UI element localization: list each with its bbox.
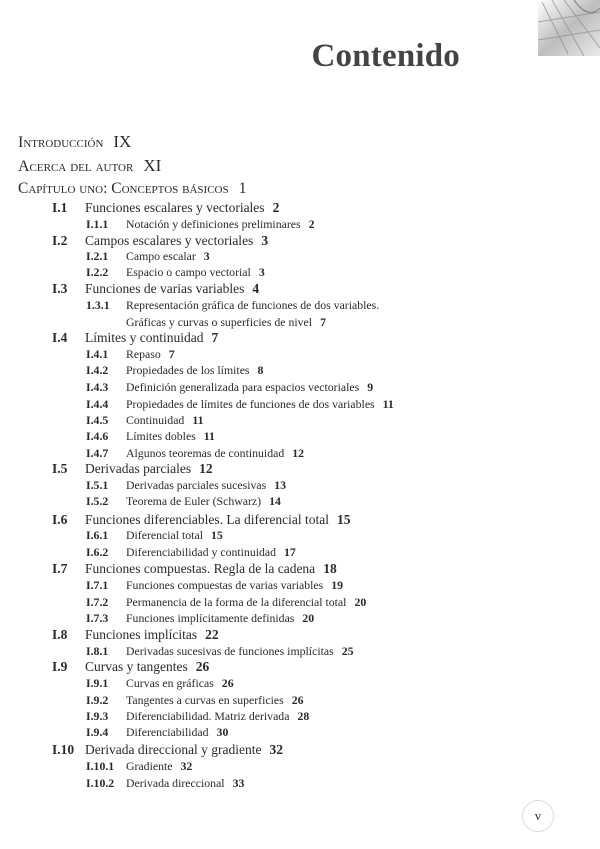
- toc-subsection-number: I.7.3: [86, 611, 109, 625]
- toc-subsection: [86, 429, 215, 444]
- toc-subsection: [86, 759, 192, 774]
- toc-subsection-number: I.1.1: [86, 217, 109, 231]
- toc-front-page: IX: [113, 132, 132, 151]
- toc-subsection: [86, 446, 304, 461]
- toc-section-page: 2: [272, 200, 280, 215]
- toc-subsection-page: 30: [216, 725, 229, 739]
- toc-subsection-page: 11: [382, 397, 394, 411]
- toc-subsection-title: Límites dobles: [126, 429, 196, 443]
- toc-subsection-number: I.4.6: [86, 429, 109, 443]
- toc-subsection-title: Diferenciabilidad: [126, 725, 209, 739]
- toc-subsection-number: I.4.7: [86, 446, 109, 460]
- toc-subsection-title: Diferencial total: [126, 528, 203, 542]
- toc-section-page: 22: [205, 627, 219, 642]
- toc-section: [52, 281, 259, 297]
- toc-subsection-number: I.6.1: [86, 528, 109, 542]
- toc-section-title: Funciones de varias variables: [85, 281, 245, 296]
- toc-section: [52, 200, 279, 216]
- toc-section-title: Derivadas parciales: [85, 461, 192, 476]
- toc-section-title: Curvas y tangentes: [85, 659, 188, 674]
- toc-subsection-page: 15: [210, 528, 223, 542]
- toc-section-number: I.10: [52, 742, 75, 757]
- toc-subsection-number: I.7.2: [86, 595, 109, 609]
- toc-section-page: 7: [211, 330, 219, 345]
- toc-subsection-number: I.9.4: [86, 725, 109, 739]
- toc-subsection-number: I.5.1: [86, 478, 109, 492]
- toc-section: [52, 330, 218, 346]
- toc-subsection-number: I.6.2: [86, 545, 109, 559]
- toc-section-number: I.1: [52, 200, 68, 215]
- toc-subsection-title: Algunos teoremas de continuidad: [126, 446, 285, 460]
- toc-chapter-title: Capítulo uno: Conceptos básicos: [18, 180, 229, 197]
- toc-section-title: Derivada direccional y gradiente: [85, 742, 262, 757]
- page-number: v: [522, 800, 554, 832]
- toc-subsection-page: 19: [331, 578, 344, 592]
- toc-subsection: [86, 217, 315, 232]
- toc-subsection-title: Teorema de Euler (Schwarz): [126, 494, 262, 508]
- toc-subsection-number: I.7.1: [86, 578, 109, 592]
- toc-subsection: [86, 298, 379, 330]
- toc-subsection-title: Propiedades de los límites: [126, 363, 250, 377]
- toc-subsection-page: 7: [168, 347, 175, 361]
- toc-subsection-page: 11: [203, 429, 215, 443]
- toc-subsection-title: Funciones implícitamente definidas: [126, 611, 295, 625]
- toc-subsection-page: 2: [308, 217, 315, 231]
- toc-subsection-title: Propiedades de límites de funciones de dos variables: [126, 397, 375, 411]
- toc-subsection-title: Permanencia de la forma de la diferencial total: [126, 595, 347, 609]
- toc-section-number: I.9: [52, 659, 68, 674]
- toc-subsection-page: 28: [297, 709, 310, 723]
- toc-subsection-page: 9: [367, 380, 374, 394]
- toc-subsection: [86, 249, 210, 264]
- toc-subsection: [86, 545, 296, 560]
- toc-subsection-title: Notación y definiciones preliminares: [126, 217, 301, 231]
- toc-subsection: [86, 494, 281, 509]
- toc-subsection-title: Diferenciabilidad. Matriz derivada: [126, 709, 290, 723]
- toc-section-page: 3: [261, 233, 269, 248]
- toc-subsection: [86, 709, 309, 724]
- toc-subsection: [86, 363, 263, 378]
- toc-section-page: 12: [199, 461, 213, 476]
- toc-section-number: I.8: [52, 627, 68, 642]
- toc-section: [52, 742, 283, 758]
- toc-subsection: [86, 611, 314, 626]
- toc-section-title: Funciones implícitas: [85, 627, 198, 642]
- toc-subsection-title: Definición generalizada para espacios vectoriales: [126, 380, 360, 394]
- toc-section-title: Funciones diferenciables. La diferencial total: [85, 512, 330, 527]
- toc-subsection-title: Espacio o campo vectorial: [126, 265, 251, 279]
- toc-subsection-number: I.4.1: [86, 347, 109, 361]
- toc-subsection-number: I.4.2: [86, 363, 109, 377]
- toc-subsection-number: I.9.3: [86, 709, 109, 723]
- toc-subsection-number: I.10.2: [86, 776, 115, 790]
- toc-front-title: Introducción: [18, 134, 104, 151]
- toc-subsection-number: I.2.1: [86, 249, 109, 263]
- toc-subsection: [86, 676, 234, 691]
- toc-subsection-title: Curvas en gráficas: [126, 676, 214, 690]
- toc-subsection-title: Derivadas parciales sucesivas: [126, 478, 267, 492]
- toc-subsection-page: 12: [292, 446, 305, 460]
- toc-section-page: 32: [269, 742, 284, 757]
- toc-section-title: Campos escalares y vectoriales: [85, 233, 254, 248]
- toc-subsection-title: Diferenciabilidad y continuidad: [126, 545, 277, 559]
- toc-subsection-number: I.4.3: [86, 380, 109, 394]
- toc-section: [52, 627, 219, 643]
- toc-subsection: [86, 347, 175, 362]
- toc-subsection-title: Derivada direccional: [126, 776, 225, 790]
- toc-section: [52, 659, 209, 675]
- toc-subsection-page: 32: [180, 759, 193, 773]
- toc-chapter-page: 1: [238, 180, 247, 197]
- toc-subsection: [86, 644, 354, 659]
- toc-subsection-title: Funciones compuestas de varias variables: [126, 578, 324, 592]
- toc-section-page: 15: [337, 512, 351, 527]
- toc-section-number: I.6: [52, 512, 68, 527]
- toc-subsection-title: Continuidad: [126, 413, 185, 427]
- toc-section-number: I.4: [52, 330, 68, 345]
- toc-subsection-page: 13: [274, 478, 286, 492]
- toc-section: [52, 233, 268, 249]
- toc-subsection-title: Gradiente: [126, 759, 173, 773]
- toc-subsection-page: 25: [341, 644, 354, 658]
- toc-section-number: I.5: [52, 461, 68, 476]
- toc-subsection: [86, 776, 244, 791]
- toc-subsection: [86, 397, 394, 412]
- toc-section-title: Funciones escalares y vectoriales: [85, 200, 265, 215]
- toc-subsection-title: Representación gráfica de funciones de dos variables.: [126, 298, 380, 312]
- toc-subsection-number: I.8.1: [86, 644, 109, 658]
- toc-subsection-page: 33: [232, 776, 245, 790]
- toc-subsection-number: I.2.2: [86, 265, 109, 279]
- toc-subsection: [86, 528, 223, 543]
- toc-section-page: 4: [252, 281, 260, 296]
- toc-subsection-page: 11: [192, 413, 204, 427]
- toc-section-title: Funciones compuestas. Regla de la cadena: [85, 561, 316, 576]
- toc-subsection: [86, 578, 343, 593]
- toc-subsection-page: 26: [221, 676, 234, 690]
- toc-section-page: 18: [323, 561, 337, 576]
- toc-subsection-number: 1.3.1: [86, 298, 110, 312]
- toc-subsection-number: I.10.1: [86, 759, 115, 773]
- page-title: Contenido: [311, 38, 460, 74]
- toc-subsection-title: Repaso: [126, 347, 161, 361]
- toc-subsection-page: 7: [320, 315, 326, 329]
- toc-subsection-number: I.4.5: [86, 413, 109, 427]
- toc-subsection: [86, 413, 203, 428]
- toc-subsection-number: I.4.4: [86, 397, 109, 411]
- toc-subsection: [86, 478, 286, 493]
- toc-subsection-title-continued: [86, 315, 379, 330]
- toc-section: [52, 461, 213, 477]
- toc-subsection: [86, 380, 373, 395]
- toc-front-entry: [18, 156, 161, 176]
- toc-section-number: I.7: [52, 561, 68, 576]
- toc-subsection-page: 26: [291, 693, 304, 707]
- toc-subsection-page: 20: [302, 611, 315, 625]
- toc-subsection-page: 20: [354, 595, 367, 609]
- toc-chapter: [18, 180, 247, 198]
- toc-section: [52, 561, 337, 577]
- toc-subsection-number: I.9.2: [86, 693, 109, 707]
- toc-front-entry: [18, 132, 131, 152]
- toc-subsection-page: 17: [284, 545, 296, 559]
- toc-front-title: Acerca del autor: [18, 158, 134, 175]
- toc-subsection-page: 3: [203, 249, 210, 263]
- toc-section-title: Límites y continuidad: [85, 330, 204, 345]
- toc-subsection-page: 3: [258, 265, 265, 279]
- toc-subsection: [86, 693, 304, 708]
- toc-subsection-page: 14: [269, 494, 281, 508]
- toc-subsection-title: Campo escalar: [126, 249, 196, 263]
- toc-section-page: 26: [195, 659, 210, 674]
- toc-subsection-title: Derivadas sucesivas de funciones implícitas: [126, 644, 334, 658]
- toc-section-number: I.2: [52, 233, 68, 248]
- toc-subsection-title-line2: Gráficas y curvas o superficies de nivel: [126, 315, 313, 329]
- toc-front-page: XI: [143, 156, 162, 175]
- toc-section: [52, 512, 351, 528]
- toc-subsection-page: 8: [257, 363, 264, 377]
- toc-subsection-number: I.9.1: [86, 676, 109, 690]
- toc-subsection-number: I.5.2: [86, 494, 109, 508]
- toc-subsection: [86, 595, 366, 610]
- toc-section-number: I.3: [52, 281, 68, 296]
- toc-subsection: [86, 725, 228, 740]
- toc-subsection: [86, 265, 265, 280]
- toc-subsection-title: Tangentes a curvas en superficies: [126, 693, 284, 707]
